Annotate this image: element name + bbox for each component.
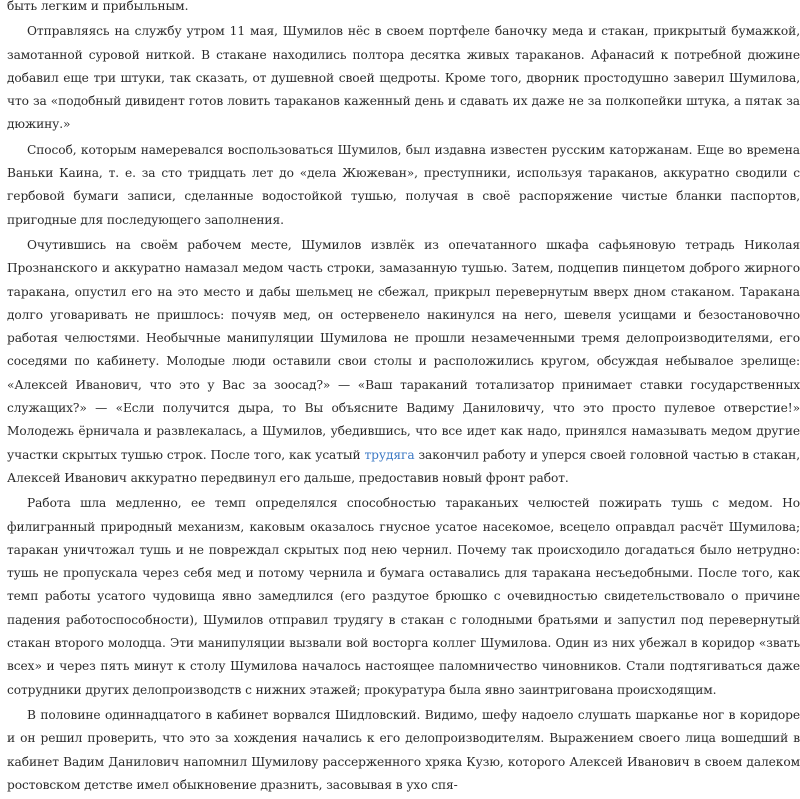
paragraph-text: Очутившись на своём рабочем месте, Шумилов извлёк из опечатанного шкафа сафьяновую тетрадь Николая Прознанского и аккуратно намазал медом часть строки, замазанную тушью. Затем, подцепив пинцетом доброго жирного таракана, опустил его на это место и дабы шельмец не сбежал, прикрыл перевернутым вверх дном стаканом. Таракана долго уговаривать не пришлось: почуяв мед, он остервенело накинулся на него, шевеля усищами и безостановочно работая челюстями. Необычные манипуляции Шумилова не прошли незамеченными тремя делопроизводителями, его соседями по кабинету. Молодые люди оставили свои столы и расположились кругом, обсуждая небывалое зрелище: «Алексей Иванович, что это у Вас за зоосад?» — «Ваш тараканий тотализатор принимает ставки государственных служащих?» — «Если получится дыра, то Вы объясните Вадиму Даниловичу, что это просто пулевое отверстие!» Молодежь ёрничала и развлекалась, а Шумилов, убедившись, что все идет как надо, принялся намазывать медом другие участки скрытых тушью строк. После того, как усатый <box>7 237 800 462</box>
paragraph-slow-work <box>7 492 800 702</box>
paragraph-text-after-link: закончил работу и уперся своей головной частью в стакан, Алексей Иванович аккуратно передвинул его дальше, предоставив новый фронт работ. <box>7 447 800 485</box>
paragraph-shidlovsky-arrives <box>7 704 800 797</box>
paragraph-continuation <box>7 0 800 18</box>
paragraph-morning-departure <box>7 20 800 136</box>
paragraph-text: Способ, которым намеревался воспользоваться Шумилов, был издавна известен русским каторжанам. Еще во времена Ваньки Каина, т. е. за сто тридцать лет до «дела Жюжеван», преступники, используя тараканов, аккуратно сводили с гербовой бумаги записи, сделанные водостойкой тушью, получая в своё распоряжение чистые бланки паспортов, пригодные для последующего заполнения. <box>7 142 800 227</box>
paragraph-text: В половине одиннадцатого в кабинет ворвался Шидловский. Видимо, шефу надоело слушать шарканье ног в коридоре и он решил проверить, что это за хождения начались к его делопроизводителям. Выражением своего лица вошедший в кабинет Вадим Данилович напомнил Шумилову рассерженного хряка Кузю, которого Алексей Иванович в своем далеком ростовском детстве имел обыкновение дразнить, засовывая в ухо спя- <box>7 707 800 792</box>
paragraph-method-history <box>7 139 800 232</box>
word-link-trudyaga[interactable]: трудяга <box>364 447 415 462</box>
paragraph-text: быть легким и прибыльным. <box>7 0 189 13</box>
paragraph-workplace-experiment <box>7 234 800 490</box>
paragraph-text: Работа шла медленно, ее темп определялся способностью тараканьих челюстей пожирать тушь с медом. Но филигранный природный механизм, каковым оказалось гнусное усатое насекомое, всецело оправдал расчёт Шумилова; таракан уничтожал тушь и не повреждал скрытых под нею чернил. Почему так происходило догадаться было нетрудно: тушь не пропускала через себя мед и потому чернила и бумага оставались для таракана несъедобными. После того, как темп работы усатого чудовища явно замедлился (его раздутое брюшко с очевидностью свидетельствовало о причине падения работоспособности), Шумилов отправил трудягу в стакан с голодными братьями и запустил под перевернутый стакан второго молодца. Эти манипуляции вызвали вой восторга коллег Шумилова. Один из них убежал в коридор «звать всех» и через пять минут к столу Шумилова началось настоящее паломничество чиновников. Стали подтягиваться даже сотрудники других делопроизводств с нижних этажей; прокуратура была явно заинтригована происходящим. <box>7 496 800 697</box>
paragraph-text: Отправляясь на службу утром 11 мая, Шумилов нёс в своем портфеле баночку меда и стакан, прикрытый бумажкой, замотанной суровой ниткой. В стакане находились полтора десятка живых тараканов. Афанасий к потребной дюжине добавил еще три штуки, так сказать, от душевной своей щедроты. Кроме того, дворник простодушно заверил Шумилова, что за «подобный дивидент готов ловить тараканов каженный день и сдавать их даже не за полкопейки штука, а пятак за дюжину.» <box>7 24 800 132</box>
